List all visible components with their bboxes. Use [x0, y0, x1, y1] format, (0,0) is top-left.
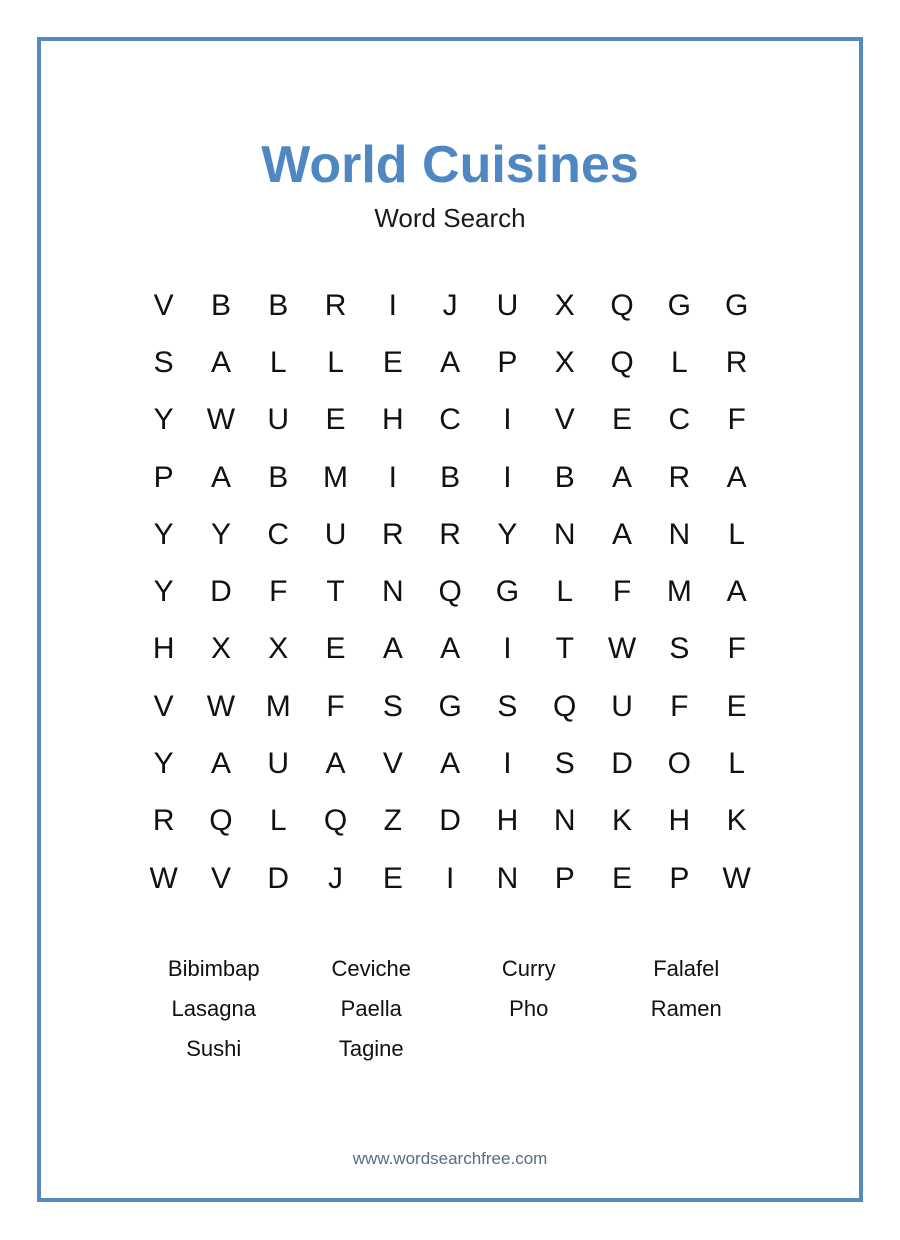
grid-cell[interactable]: X — [554, 345, 575, 379]
grid-cell[interactable]: A — [440, 345, 461, 379]
grid-cell[interactable]: F — [612, 575, 632, 609]
grid-cell[interactable]: B — [268, 288, 289, 322]
grid-cell[interactable]: U — [267, 403, 290, 437]
grid-cell[interactable]: N — [553, 804, 576, 838]
grid-cell[interactable]: R — [382, 517, 404, 551]
grid-cell[interactable]: A — [726, 575, 747, 609]
grid-cell[interactable]: Y — [153, 747, 174, 781]
grid-cell[interactable]: O — [667, 747, 691, 781]
grid-cell[interactable]: F — [269, 575, 288, 609]
grid-cell[interactable]: Q — [610, 345, 634, 379]
grid-cell[interactable]: A — [726, 460, 747, 494]
grid-cell[interactable]: Q — [209, 804, 233, 838]
word-list-item: Ceviche — [331, 956, 411, 981]
grid-cell[interactable]: U — [496, 288, 519, 322]
grid-cell[interactable]: G — [495, 575, 520, 609]
word-list-item: Falafel — [653, 956, 720, 981]
grid-cell[interactable]: P — [669, 861, 690, 895]
grid-cell[interactable]: C — [668, 403, 691, 437]
grid-cell[interactable]: R — [152, 804, 175, 838]
grid-cell[interactable]: B — [554, 460, 575, 494]
grid-cell[interactable]: R — [439, 517, 461, 551]
grid-cell[interactable]: M — [323, 460, 349, 494]
grid-cell[interactable]: V — [153, 288, 174, 322]
grid-cell[interactable]: I — [445, 861, 455, 895]
grid-cell[interactable]: W — [206, 689, 236, 723]
grid-cell[interactable]: A — [612, 517, 633, 551]
grid-cell[interactable]: I — [503, 460, 512, 494]
grid-cell[interactable]: A — [382, 632, 403, 666]
word-list-item: Ramen — [650, 996, 722, 1021]
word-list — [135, 949, 765, 1069]
grid-cell[interactable]: V — [153, 689, 174, 723]
grid-cell[interactable]: B — [210, 288, 231, 322]
grid-cell[interactable]: W — [722, 861, 751, 895]
grid-cell[interactable]: C — [439, 403, 461, 437]
word-list-item: Sushi — [186, 1036, 242, 1061]
grid-cell[interactable]: P — [153, 460, 174, 494]
grid-cell[interactable]: U — [267, 747, 290, 781]
grid-cell[interactable]: R — [324, 288, 347, 322]
grid-cell[interactable]: W — [607, 632, 637, 666]
grid-cell[interactable]: Q — [323, 804, 348, 838]
grid-cell[interactable]: U — [324, 517, 347, 551]
grid-cell[interactable]: Y — [497, 517, 518, 551]
grid-cell[interactable]: N — [496, 861, 519, 895]
grid-cell[interactable]: W — [149, 861, 178, 895]
grid-cell[interactable]: T — [326, 575, 345, 609]
footer-url[interactable]: www.wordsearchfree.com — [352, 1149, 548, 1168]
grid-cell[interactable]: P — [497, 345, 518, 379]
grid-cell[interactable]: L — [269, 345, 287, 379]
letter-grid — [135, 277, 765, 907]
grid-cell[interactable]: Z — [383, 804, 402, 838]
grid-cell[interactable]: K — [726, 804, 747, 838]
grid-cell[interactable]: T — [555, 632, 574, 666]
grid-cell[interactable]: L — [728, 747, 745, 781]
grid-cell[interactable]: X — [268, 632, 289, 666]
grid-cell[interactable]: D — [210, 575, 232, 609]
grid-cell[interactable]: D — [611, 747, 633, 781]
grid-cell[interactable]: N — [553, 517, 576, 551]
grid-cell[interactable]: L — [670, 345, 688, 379]
grid-cell[interactable]: K — [612, 804, 633, 838]
grid-cell[interactable]: Y — [210, 517, 231, 551]
grid-cell[interactable]: Y — [153, 403, 174, 437]
grid-cell[interactable]: D — [439, 804, 461, 838]
grid-cell[interactable]: P — [554, 861, 575, 895]
grid-cell[interactable]: J — [328, 861, 344, 895]
grid-cell[interactable]: A — [440, 632, 461, 666]
grid-cell[interactable]: E — [612, 403, 633, 437]
page-title: World Cuisines — [261, 136, 639, 194]
page-subtitle: Word Search — [374, 203, 526, 233]
word-list-item: Paella — [340, 996, 402, 1021]
grid-cell[interactable]: F — [727, 632, 746, 666]
grid-cell[interactable]: E — [325, 632, 346, 666]
grid-cell[interactable]: E — [726, 689, 747, 723]
grid-cell[interactable]: E — [325, 403, 346, 437]
grid-cell[interactable]: H — [382, 403, 404, 437]
grid-cell[interactable]: A — [612, 460, 633, 494]
grid-cell[interactable]: I — [388, 460, 397, 494]
grid-cell[interactable]: S — [497, 689, 518, 723]
grid-cell[interactable]: N — [668, 517, 691, 551]
grid-cell[interactable]: Y — [153, 575, 174, 609]
grid-cell[interactable]: I — [503, 747, 512, 781]
grid-cell[interactable]: L — [728, 517, 745, 551]
grid-cell[interactable]: V — [382, 747, 403, 781]
grid-cell[interactable]: Y — [153, 517, 174, 551]
word-list-item: Bibimbap — [167, 956, 260, 981]
grid-cell[interactable]: Q — [610, 288, 634, 322]
grid-cell[interactable]: S — [153, 345, 174, 379]
grid-cell[interactable]: Q — [553, 689, 577, 723]
grid-cell[interactable]: H — [152, 632, 175, 666]
grid-cell[interactable]: A — [210, 460, 231, 494]
word-list-item: Lasagna — [171, 996, 256, 1021]
grid-cell[interactable]: R — [725, 345, 748, 379]
grid-cell[interactable]: S — [382, 689, 403, 723]
word-list-item: Tagine — [338, 1036, 404, 1061]
grid-cell[interactable]: Q — [438, 575, 462, 609]
grid-cell[interactable]: L — [556, 575, 574, 609]
grid-cell[interactable]: M — [666, 575, 692, 609]
grid-cell[interactable]: L — [269, 804, 287, 838]
grid-cell[interactable]: G — [438, 689, 462, 723]
grid-cell[interactable]: A — [325, 747, 346, 781]
grid-cell[interactable]: V — [210, 861, 231, 895]
grid-cell[interactable]: F — [727, 403, 746, 437]
grid-cell[interactable]: G — [667, 288, 691, 322]
grid-cell[interactable]: N — [382, 575, 404, 609]
grid-cell[interactable]: S — [554, 747, 575, 781]
grid-cell[interactable]: A — [210, 345, 231, 379]
grid-cell[interactable]: X — [554, 288, 575, 322]
grid-cell[interactable]: W — [206, 403, 236, 437]
grid-cell[interactable]: B — [268, 460, 289, 494]
grid-cell[interactable]: S — [669, 632, 690, 666]
grid-cell[interactable]: I — [503, 632, 512, 666]
grid-cell[interactable]: M — [265, 689, 291, 723]
grid-cell[interactable]: E — [382, 345, 403, 379]
word-list-item: Pho — [509, 996, 549, 1021]
grid-cell[interactable]: E — [382, 861, 403, 895]
grid-cell[interactable]: I — [388, 288, 397, 322]
word-list-item: Curry — [501, 956, 556, 981]
grid-cell[interactable]: A — [440, 747, 461, 781]
grid-cell[interactable]: R — [668, 460, 691, 494]
grid-cell[interactable]: F — [670, 689, 689, 723]
grid-cell[interactable]: C — [267, 517, 290, 551]
grid-cell[interactable]: H — [668, 804, 691, 838]
grid-cell[interactable]: D — [267, 861, 290, 895]
grid-cell[interactable]: B — [440, 460, 461, 494]
grid-cell[interactable]: J — [442, 288, 458, 322]
grid-cell[interactable]: A — [210, 747, 231, 781]
grid-cell[interactable]: E — [612, 861, 633, 895]
grid-cell[interactable]: X — [210, 632, 231, 666]
grid-cell[interactable]: G — [724, 288, 749, 322]
grid-cell[interactable]: L — [327, 345, 344, 379]
grid-cell[interactable]: H — [496, 804, 519, 838]
grid-cell[interactable]: U — [611, 689, 633, 723]
grid-cell[interactable]: V — [554, 403, 575, 437]
grid-cell[interactable]: I — [503, 403, 512, 437]
grid-cell[interactable]: F — [326, 689, 345, 723]
